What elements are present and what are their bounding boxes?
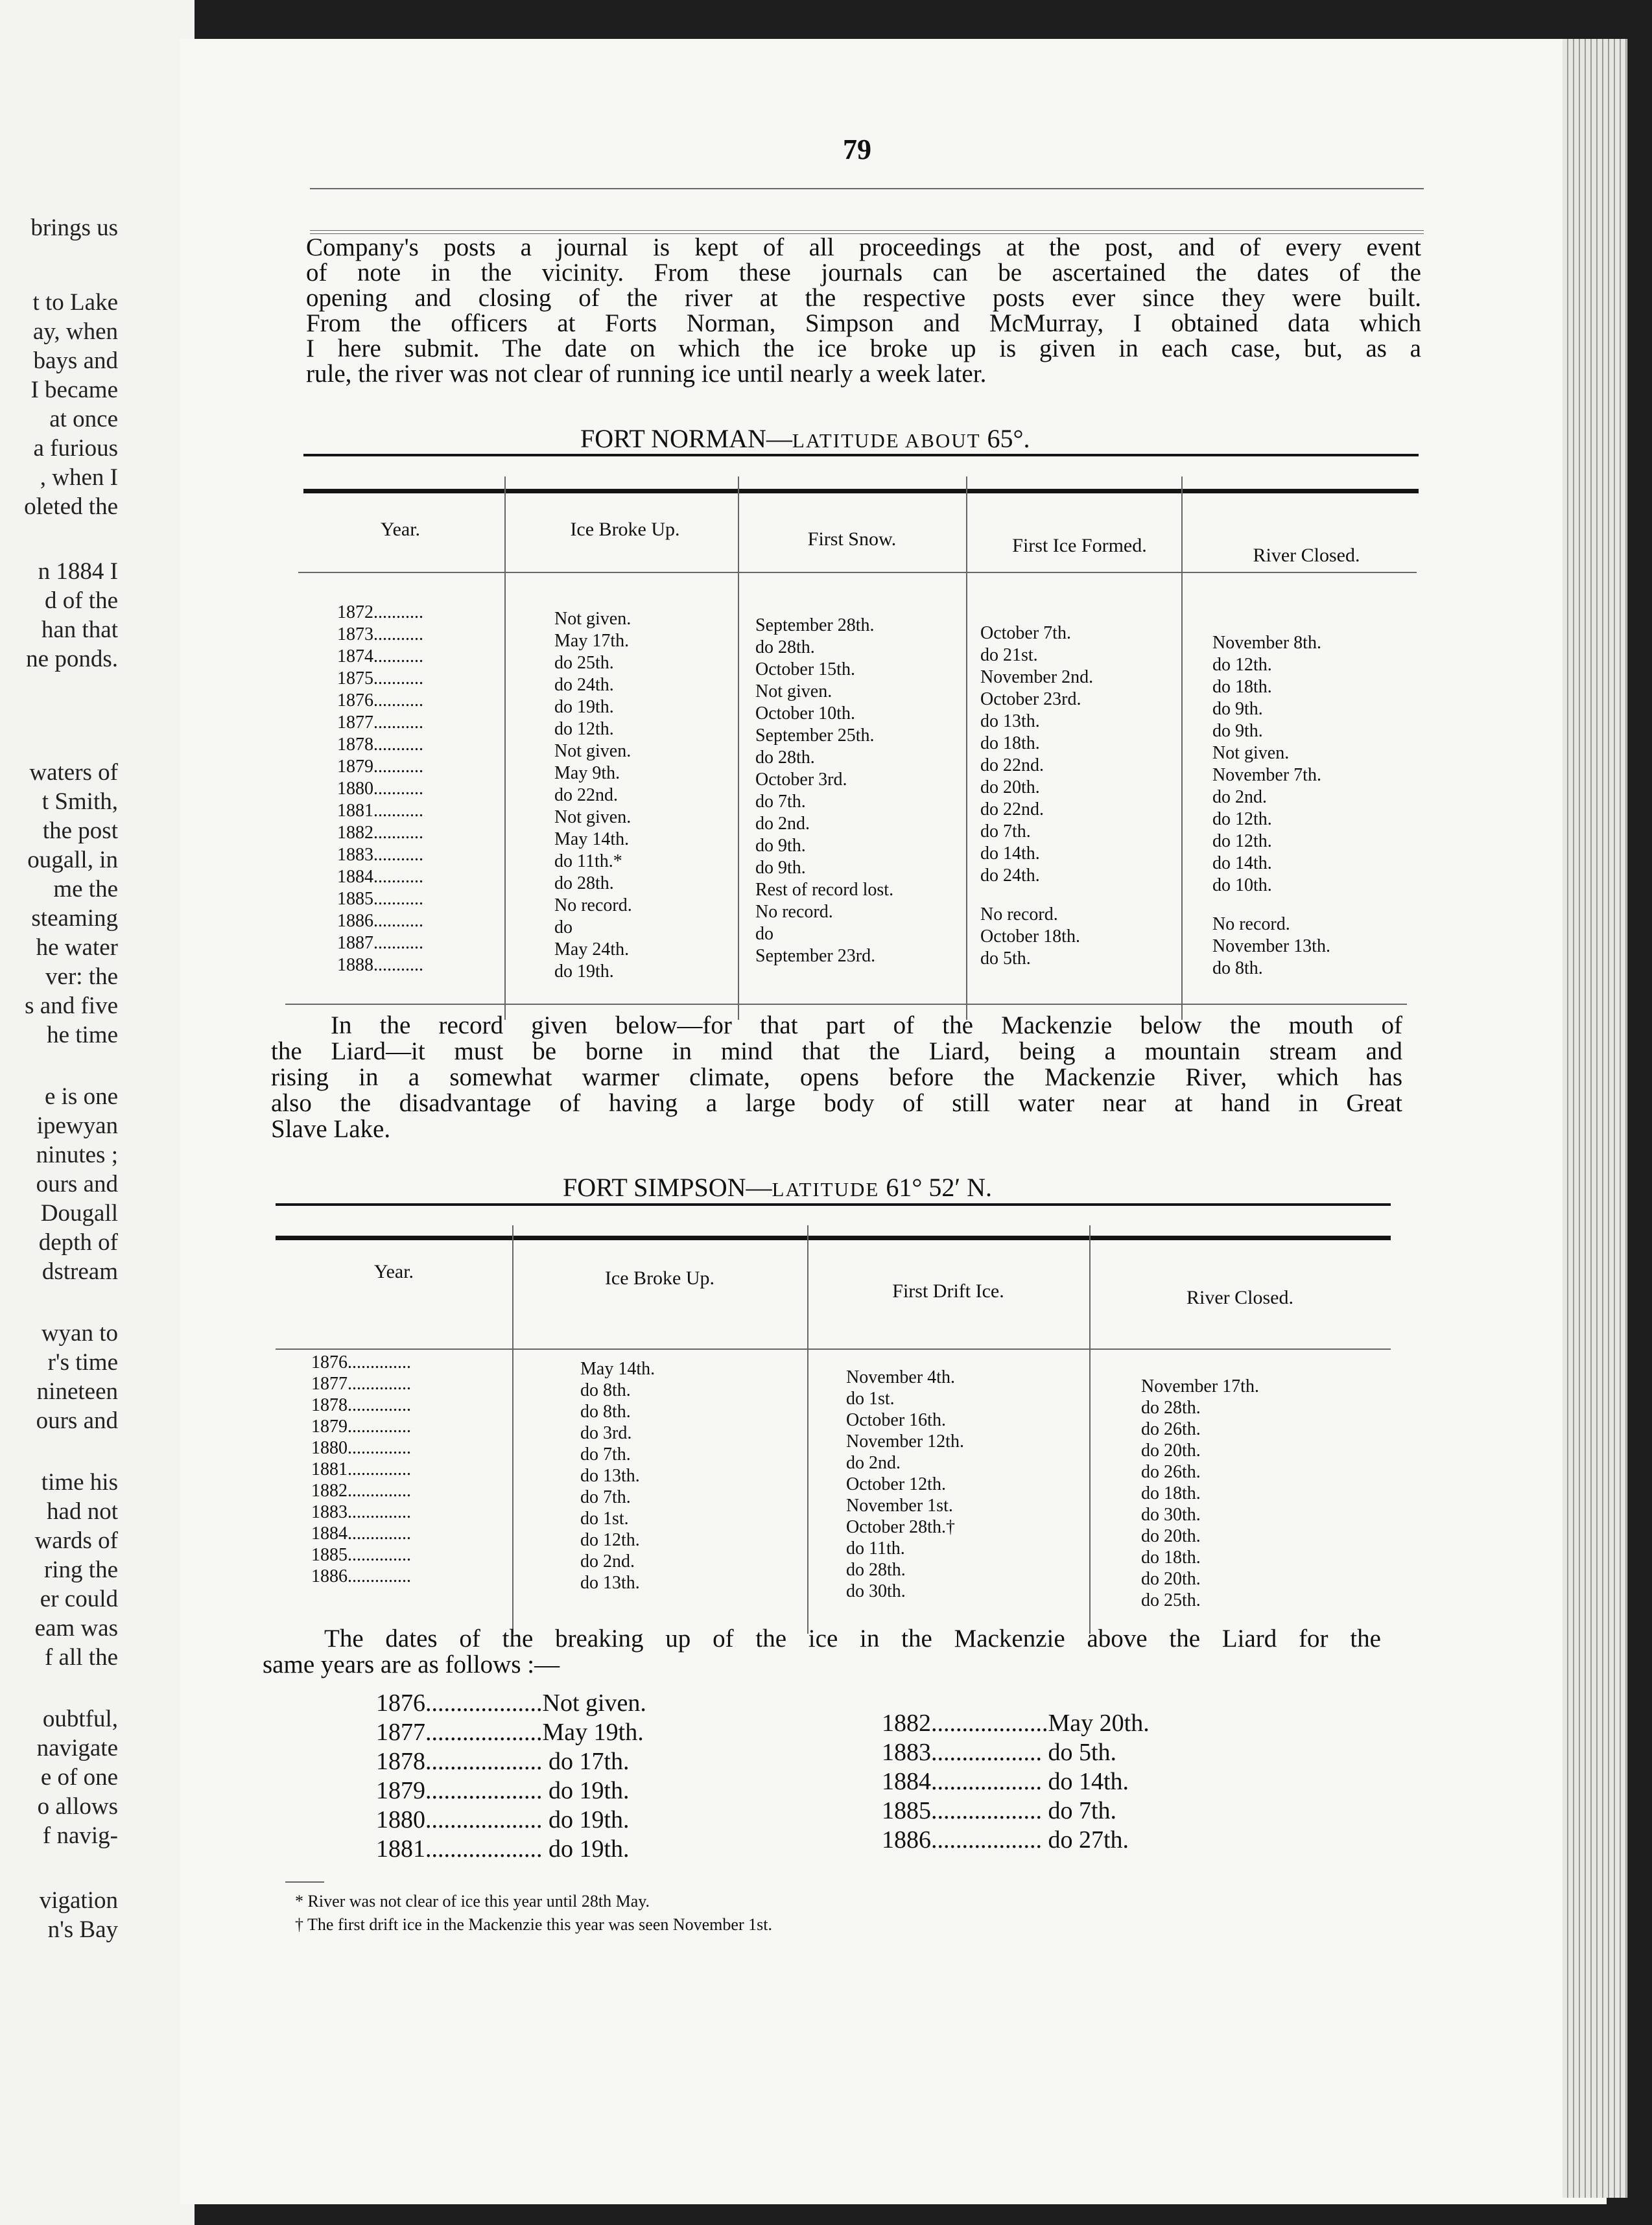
table-header-rule bbox=[276, 1348, 1391, 1350]
dot-leader: ........... bbox=[373, 668, 423, 689]
table-cell: do 28th. bbox=[755, 637, 815, 657]
table-cell: do 13th. bbox=[980, 711, 1040, 731]
year-row bbox=[337, 646, 423, 667]
fort-norman-top-rule bbox=[303, 454, 1419, 456]
left-page-text-line: ougall, in bbox=[27, 847, 118, 873]
year-label: 1883 bbox=[337, 845, 373, 865]
year-row bbox=[311, 1501, 411, 1523]
summary-row-left: 1876...................Not given. bbox=[376, 1689, 646, 1717]
table-cell: do 10th. bbox=[1212, 875, 1272, 895]
left-page-text-line: er could bbox=[40, 1586, 118, 1612]
left-page-text-line: f navig- bbox=[42, 1822, 118, 1849]
table-cell: do 25th. bbox=[554, 653, 614, 673]
dot-leader: .............. bbox=[348, 1545, 411, 1565]
table-cell: do 1st. bbox=[846, 1389, 895, 1409]
dot-leader: .............. bbox=[348, 1481, 411, 1501]
table-cell: do 7th. bbox=[580, 1444, 631, 1465]
year-row bbox=[311, 1523, 411, 1544]
table-cell: do 18th. bbox=[1212, 677, 1272, 697]
table-cell: do 18th. bbox=[1141, 1483, 1201, 1503]
summary-row-right: 1884.................. do 14th. bbox=[882, 1768, 1129, 1795]
year-label: 1887 bbox=[337, 933, 373, 953]
dot-leader: .............. bbox=[348, 1524, 411, 1544]
table-cell: do 5th. bbox=[980, 948, 1031, 969]
table-cell: May 14th. bbox=[580, 1359, 655, 1379]
column-header: Year. bbox=[373, 1261, 414, 1282]
table-cell: November 17th. bbox=[1141, 1376, 1259, 1396]
left-page-text-line: brings us bbox=[30, 215, 118, 241]
year-row bbox=[337, 624, 423, 645]
dot-leader: ........... bbox=[373, 646, 423, 666]
dot-leader: .............. bbox=[348, 1566, 411, 1586]
table-cell: September 28th. bbox=[755, 615, 875, 635]
table-cell: do 12th. bbox=[1212, 831, 1272, 851]
fort-simpson-title-sc: LATITUDE bbox=[772, 1178, 880, 1201]
left-page-text-line: at once bbox=[49, 406, 118, 432]
table-cell: do bbox=[755, 924, 773, 944]
left-page-text-line: n's Bay bbox=[47, 1916, 118, 1943]
table-cell: do 20th. bbox=[1141, 1526, 1201, 1546]
left-page-text-line: ours and bbox=[36, 1407, 118, 1434]
left-page-text-line: depth of bbox=[38, 1229, 118, 1256]
year-row bbox=[311, 1480, 411, 1501]
left-page-text-line: he water bbox=[36, 934, 118, 961]
left-page-text-line: e is one bbox=[44, 1083, 118, 1110]
year-label: 1877 bbox=[337, 712, 373, 733]
dot-leader: ........... bbox=[373, 690, 423, 711]
dot-leader: ........... bbox=[373, 845, 423, 865]
left-page-text-line: o allows bbox=[37, 1793, 118, 1820]
table-cell: November 7th. bbox=[1212, 765, 1321, 785]
table-cell: do 11th.* bbox=[554, 851, 622, 871]
table-cell: No record. bbox=[1212, 914, 1290, 934]
year-row bbox=[337, 954, 423, 976]
table-cell: do 12th. bbox=[1212, 655, 1272, 675]
table-cell: do 11th. bbox=[846, 1538, 905, 1559]
left-page-text-line: Dougall bbox=[40, 1200, 118, 1227]
table-cell: do 24th. bbox=[980, 865, 1040, 886]
year-label: 1878 bbox=[337, 735, 373, 755]
table-cell: do 20th. bbox=[980, 777, 1040, 797]
dot-leader: ........... bbox=[373, 801, 423, 821]
footnote: † The first drift ice in the Mackenzie this year was seen November 1st. bbox=[295, 1915, 772, 1934]
paragraph-1-line: of note in the vicinity. From these journals can be ascertained the dates of the bbox=[306, 259, 1421, 287]
summary-row-left: 1878................... do 17th. bbox=[376, 1748, 630, 1775]
fort-norman-title-sc: LATITUDE ABOUT bbox=[792, 429, 981, 452]
year-label: 1876 bbox=[337, 690, 373, 711]
summary-row-right: 1883.................. do 5th. bbox=[882, 1739, 1117, 1766]
table-cell: do 25th. bbox=[1141, 1590, 1201, 1610]
table-cell: October 3rd. bbox=[755, 770, 847, 790]
table-cell: do 7th. bbox=[755, 792, 806, 812]
table-cell: Not given. bbox=[554, 609, 631, 629]
table-cell: October 7th. bbox=[980, 623, 1071, 643]
table-cell: May 9th. bbox=[554, 763, 620, 783]
year-row bbox=[337, 602, 423, 623]
left-page-text-line: ne ponds. bbox=[26, 646, 118, 672]
table-cell: do 13th. bbox=[580, 1466, 640, 1486]
table-cell: do 14th. bbox=[1212, 853, 1272, 873]
left-page-text-line: had not bbox=[47, 1498, 118, 1525]
year-row bbox=[311, 1544, 411, 1566]
summary-row-right: 1886.................. do 27th. bbox=[882, 1826, 1129, 1854]
paragraph-1-line: From the officers at Forts Norman, Simpson and McMurray, I obtained data which bbox=[306, 309, 1421, 337]
page-number: 79 bbox=[843, 134, 871, 165]
dot-leader: ........... bbox=[373, 602, 423, 622]
column-header: River Closed. bbox=[1186, 1287, 1293, 1308]
dot-leader: ........... bbox=[373, 779, 423, 799]
dot-leader: .............. bbox=[348, 1352, 411, 1372]
left-page-text-line: t Smith, bbox=[41, 788, 118, 815]
table-cell: do 1st. bbox=[580, 1509, 629, 1529]
year-row bbox=[337, 866, 423, 888]
left-page-text-line: me the bbox=[53, 876, 118, 902]
table-cell: October 28th.† bbox=[846, 1517, 955, 1537]
left-page-text-line: t to Lake bbox=[32, 289, 118, 316]
year-label: 1886 bbox=[311, 1566, 348, 1586]
year-label: 1881 bbox=[311, 1459, 348, 1479]
table-cell: do 24th. bbox=[554, 675, 614, 695]
table-cell: do bbox=[554, 917, 572, 937]
left-page-text-line: r's time bbox=[47, 1349, 118, 1376]
year-label: 1872 bbox=[337, 602, 373, 622]
table-cell: do 12th. bbox=[580, 1530, 640, 1550]
page-edges bbox=[1563, 39, 1627, 2198]
left-page-text-line: f all the bbox=[44, 1644, 118, 1671]
table-cell: May 24th. bbox=[554, 939, 630, 959]
year-label: 1875 bbox=[337, 668, 373, 689]
column-header: First Ice Formed. bbox=[1012, 535, 1147, 556]
table-cell: do 2nd. bbox=[1212, 787, 1267, 807]
table-column-rule bbox=[966, 477, 967, 1020]
table-cell: Rest of record lost. bbox=[755, 880, 894, 900]
table-cell: October 12th. bbox=[846, 1474, 946, 1494]
dot-leader: .............. bbox=[348, 1395, 411, 1415]
column-header: Ice Broke Up. bbox=[570, 519, 680, 540]
year-row bbox=[311, 1395, 411, 1416]
left-page-text-line: n 1884 I bbox=[38, 558, 118, 585]
table-cell: No record. bbox=[980, 904, 1058, 924]
year-label: 1874 bbox=[337, 646, 373, 666]
left-page-text-line: ninutes ; bbox=[36, 1142, 118, 1168]
fort-norman-top-rule-2 bbox=[303, 489, 1419, 493]
fort-norman-title-main: FORT NORMAN— bbox=[580, 424, 792, 453]
left-page-text-line: he time bbox=[47, 1022, 118, 1048]
year-row bbox=[311, 1459, 411, 1480]
year-label: 1885 bbox=[337, 889, 373, 909]
table-cell: do 9th. bbox=[1212, 721, 1263, 741]
left-page-text-line: ver: the bbox=[45, 963, 118, 990]
table-cell: do 19th. bbox=[554, 961, 614, 982]
table-cell: do 18th. bbox=[980, 733, 1040, 753]
fort-simpson-top-rule-2 bbox=[276, 1236, 1391, 1240]
table-cell: October 10th. bbox=[755, 703, 855, 724]
dot-leader: ........... bbox=[373, 933, 423, 953]
year-label: 1888 bbox=[337, 955, 373, 975]
table-cell: do 20th. bbox=[1141, 1441, 1201, 1461]
year-label: 1873 bbox=[337, 624, 373, 644]
left-page-text-line: wards of bbox=[34, 1527, 118, 1554]
table-cell: do 2nd. bbox=[580, 1551, 635, 1572]
left-page-text-line: steaming bbox=[31, 905, 118, 932]
year-row bbox=[311, 1416, 411, 1437]
year-row bbox=[337, 756, 423, 777]
table-column-rule bbox=[504, 477, 506, 1020]
table-header-rule bbox=[298, 572, 1417, 573]
left-page-text-line: oubtful, bbox=[42, 1706, 118, 1732]
table-cell: May 14th. bbox=[554, 829, 630, 849]
year-label: 1879 bbox=[337, 757, 373, 777]
left-page-text-line: waters of bbox=[29, 759, 118, 786]
fort-norman-title-end: 65°. bbox=[987, 424, 1030, 453]
table-cell: October 23rd. bbox=[980, 689, 1081, 709]
table-cell: Not given. bbox=[1212, 743, 1290, 763]
left-page-text-line: han that bbox=[41, 617, 118, 643]
year-label: 1882 bbox=[337, 823, 373, 843]
year-row bbox=[311, 1352, 411, 1373]
dot-leader: .............. bbox=[348, 1438, 411, 1458]
year-label: 1886 bbox=[337, 911, 373, 931]
left-page-text-line: , when I bbox=[40, 464, 118, 491]
year-row bbox=[337, 932, 423, 954]
table-cell: do 9th. bbox=[755, 836, 806, 856]
column-header: River Closed. bbox=[1253, 545, 1360, 566]
table-cell: do 18th. bbox=[1141, 1548, 1201, 1568]
table-cell: do 9th. bbox=[1212, 699, 1263, 719]
table-cell: do 28th. bbox=[554, 873, 614, 893]
year-label: 1882 bbox=[311, 1481, 348, 1501]
dot-leader: .............. bbox=[348, 1459, 411, 1479]
year-label: 1878 bbox=[311, 1395, 348, 1415]
left-page-text-line: bays and bbox=[33, 347, 118, 374]
left-page-text-line: vigation bbox=[39, 1887, 118, 1914]
summary-intro-line: The dates of the breaking up of the ice in the Mackenzie above the Liard for the bbox=[324, 1625, 1381, 1653]
column-header: Ice Broke Up. bbox=[604, 1267, 715, 1289]
table-cell: do 28th. bbox=[755, 748, 815, 768]
paragraph-1-line: opening and closing of the river at the respective posts ever since they were built. bbox=[306, 284, 1421, 312]
table-cell: do 26th. bbox=[1141, 1462, 1201, 1482]
table-cell: November 13th. bbox=[1212, 936, 1330, 956]
fort-simpson-title-main: FORT SIMPSON— bbox=[563, 1173, 772, 1202]
table-column-rule bbox=[738, 477, 739, 1020]
footnote: * River was not clear of ice this year until 28th May. bbox=[295, 1892, 650, 1911]
fort-simpson-top-rule bbox=[276, 1203, 1391, 1206]
year-label: 1881 bbox=[337, 801, 373, 821]
table-cell: October 16th. bbox=[846, 1410, 946, 1430]
dot-leader: ........... bbox=[373, 911, 423, 931]
year-label: 1884 bbox=[311, 1524, 348, 1544]
table-cell: do 3rd. bbox=[580, 1423, 632, 1443]
left-page-text-line: s and five bbox=[25, 993, 118, 1019]
left-page-text-line: time his bbox=[41, 1469, 118, 1496]
dot-leader: ........... bbox=[373, 757, 423, 777]
table-cell: September 25th. bbox=[755, 725, 875, 746]
year-row bbox=[337, 910, 423, 932]
table-cell: do 7th. bbox=[580, 1487, 631, 1507]
dot-leader: ........... bbox=[373, 955, 423, 975]
table-cell: October 15th. bbox=[755, 659, 855, 679]
table-cell: do 26th. bbox=[1141, 1419, 1201, 1439]
dot-leader: .............. bbox=[348, 1417, 411, 1437]
table-cell: do 12th. bbox=[1212, 809, 1272, 829]
table-cell: do 9th. bbox=[755, 858, 806, 878]
table-cell: do 22nd. bbox=[980, 755, 1044, 775]
left-page-text-line: dstream bbox=[41, 1258, 118, 1285]
year-row bbox=[337, 734, 423, 755]
year-label: 1876 bbox=[311, 1352, 348, 1372]
table-cell: do 22nd. bbox=[980, 799, 1044, 819]
year-label: 1879 bbox=[311, 1417, 348, 1437]
table-cell: do 8th. bbox=[580, 1402, 631, 1422]
summary-row-right: 1885.................. do 7th. bbox=[882, 1797, 1117, 1824]
left-page-text-line: eam was bbox=[34, 1615, 118, 1642]
table-cell: do 20th. bbox=[1141, 1569, 1201, 1589]
footnote-rule bbox=[285, 1881, 324, 1883]
table-cell: do 7th. bbox=[980, 821, 1031, 842]
left-page-text-line: ring the bbox=[43, 1557, 118, 1583]
table-cell: November 1st. bbox=[846, 1496, 953, 1516]
column-header: First Drift Ice. bbox=[892, 1280, 1004, 1302]
left-page-text-line: navigate bbox=[36, 1735, 118, 1761]
fort-simpson-title bbox=[563, 1172, 992, 1203]
summary-row-left: 1880................... do 19th. bbox=[376, 1806, 630, 1833]
fort-simpson-title-end: 61° 52′ N. bbox=[886, 1173, 992, 1202]
dot-leader: ........... bbox=[373, 889, 423, 909]
table-column-rule bbox=[1181, 477, 1183, 1020]
table-cell: May 17th. bbox=[554, 631, 630, 651]
year-row bbox=[311, 1373, 411, 1395]
paragraph-1-line: rule, the river was not clear of running ice until nearly a week later. bbox=[306, 360, 987, 388]
table-cell: do 8th. bbox=[1212, 958, 1263, 978]
dot-leader: .............. bbox=[348, 1502, 411, 1522]
table-cell: do 2nd. bbox=[846, 1453, 901, 1473]
left-page-text-line: ours and bbox=[36, 1171, 118, 1197]
summary-row-left: 1877...................May 19th. bbox=[376, 1719, 644, 1746]
left-page-text-line: ipewyan bbox=[36, 1112, 118, 1139]
year-row bbox=[311, 1437, 411, 1459]
table-cell: do 14th. bbox=[980, 843, 1040, 864]
header-rule-2 bbox=[310, 230, 1424, 231]
year-row bbox=[311, 1566, 411, 1587]
year-row bbox=[337, 778, 423, 799]
table-cell: October 18th. bbox=[980, 926, 1080, 947]
year-label: 1880 bbox=[337, 779, 373, 799]
table-cell: November 8th. bbox=[1212, 633, 1321, 653]
paragraph-2-line: rising in a somewhat warmer climate, opens before the Mackenzie River, which has bbox=[271, 1063, 1402, 1091]
table-cell: No record. bbox=[554, 895, 632, 915]
left-page-text-line: oleted the bbox=[24, 493, 118, 520]
year-row bbox=[337, 800, 423, 821]
year-row bbox=[337, 844, 423, 865]
paragraph-1-line: Company's posts a journal is kept of all proceedings at the post, and of every event bbox=[306, 233, 1421, 261]
dot-leader: ........... bbox=[373, 712, 423, 733]
left-page-text-line: I became bbox=[30, 377, 118, 403]
year-row bbox=[337, 822, 423, 843]
table-cell: do 30th. bbox=[846, 1581, 906, 1601]
table-cell: do 8th. bbox=[580, 1380, 631, 1400]
year-label: 1877 bbox=[311, 1374, 348, 1394]
summary-row-right: 1882...................May 20th. bbox=[882, 1710, 1150, 1737]
paragraph-2-line: the Liard—it must be borne in mind that the Liard, being a mountain stream and bbox=[271, 1037, 1402, 1065]
left-page-text-line: a furious bbox=[33, 435, 118, 462]
paragraph-2-line: Slave Lake. bbox=[271, 1115, 391, 1143]
table-cell: Not given. bbox=[554, 741, 631, 761]
table-cell: November 12th. bbox=[846, 1431, 964, 1452]
left-page-text-line: e of one bbox=[40, 1764, 118, 1791]
table-cell: Not given. bbox=[554, 807, 631, 827]
header-rule bbox=[310, 188, 1424, 189]
paragraph-1-line: I here submit. The date on which the ice broke up is given in each case, but, as a bbox=[306, 335, 1421, 362]
summary-row-left: 1879................... do 19th. bbox=[376, 1777, 630, 1804]
left-page-text-line: d of the bbox=[44, 587, 118, 614]
dot-leader: ........... bbox=[373, 823, 423, 843]
table-cell: do 28th. bbox=[846, 1560, 906, 1580]
table-cell: No record. bbox=[755, 902, 833, 922]
fort-norman-title bbox=[580, 423, 1030, 454]
left-page-text-line: wyan to bbox=[41, 1320, 118, 1347]
paragraph-2-line: also the disadvantage of having a large body of still water near at hand in Great bbox=[271, 1089, 1402, 1117]
column-header: Year. bbox=[380, 519, 421, 540]
left-page-fragment bbox=[0, 0, 195, 2225]
table-cell: do 2nd. bbox=[755, 814, 810, 834]
table-cell: do 19th. bbox=[554, 697, 614, 717]
table-cell: do 13th. bbox=[580, 1573, 640, 1593]
left-page-text-line: nineteen bbox=[36, 1378, 118, 1405]
year-label: 1883 bbox=[311, 1502, 348, 1522]
year-label: 1880 bbox=[311, 1438, 348, 1458]
year-row bbox=[337, 690, 423, 711]
table-cell: November 4th. bbox=[846, 1367, 955, 1387]
table-cell: Not given. bbox=[755, 681, 832, 701]
left-page-text-line: ay, when bbox=[32, 318, 118, 345]
year-row bbox=[337, 888, 423, 910]
table-cell: do 28th. bbox=[1141, 1398, 1201, 1418]
paragraph-2-line: In the record given below—for that part of the Mackenzie below the mouth of bbox=[331, 1011, 1402, 1039]
year-label: 1884 bbox=[337, 867, 373, 887]
year-label: 1885 bbox=[311, 1545, 348, 1565]
summary-intro-line: same years are as follows :— bbox=[263, 1651, 560, 1678]
table-bottom-rule bbox=[285, 1004, 1407, 1005]
table-cell: November 2nd. bbox=[980, 667, 1094, 687]
dot-leader: ........... bbox=[373, 735, 423, 755]
table-cell: do 21st. bbox=[980, 645, 1038, 665]
year-row bbox=[337, 712, 423, 733]
table-cell: do 22nd. bbox=[554, 785, 618, 805]
column-header: First Snow. bbox=[807, 528, 897, 550]
table-cell: do 12th. bbox=[554, 719, 614, 739]
dot-leader: ........... bbox=[373, 867, 423, 887]
table-cell: do 30th. bbox=[1141, 1505, 1201, 1525]
dot-leader: ........... bbox=[373, 624, 423, 644]
left-page-text-line: the post bbox=[42, 818, 118, 844]
dot-leader: .............. bbox=[348, 1374, 411, 1394]
year-row bbox=[337, 668, 423, 689]
table-cell: September 23rd. bbox=[755, 946, 876, 966]
summary-row-left: 1881................... do 19th. bbox=[376, 1835, 630, 1863]
